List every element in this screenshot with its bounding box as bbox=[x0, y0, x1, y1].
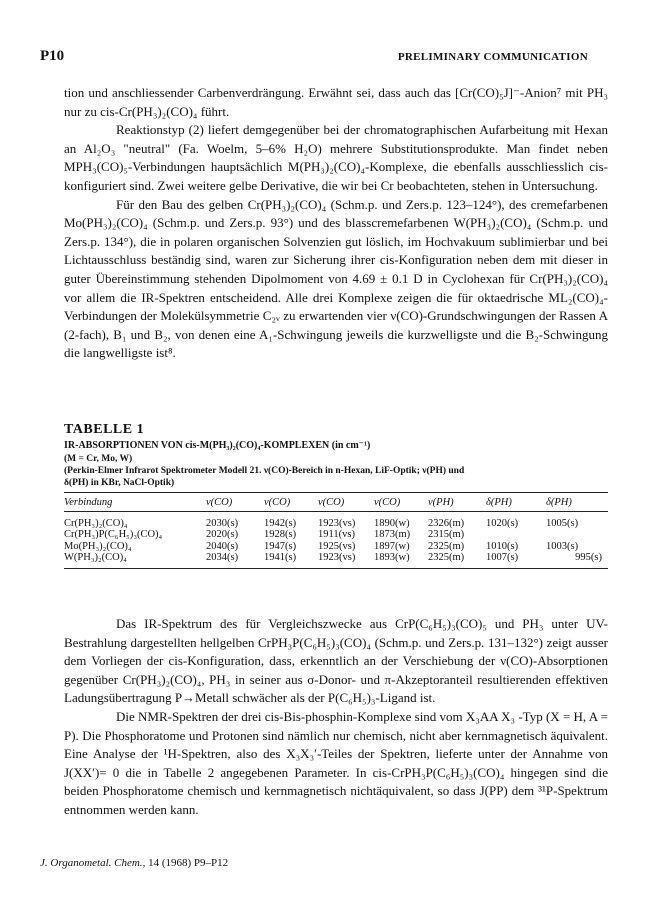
table-1 bbox=[64, 422, 608, 569]
table-caption-1: IR-ABSORPTIONEN VON cis-M(PH₃)₂(CO)₄-KOMPLEXEN (in cm⁻¹) bbox=[64, 440, 371, 451]
table-cell: Cr(PH₃)P(C₆H₅)₃(CO)₄ bbox=[64, 529, 163, 540]
table-cell: 2326(m) bbox=[428, 517, 465, 529]
table-cell: 2030(s) bbox=[206, 517, 239, 529]
journal-name: J. Organometal. Chem. bbox=[40, 857, 143, 869]
table-cell: 2325(m) bbox=[428, 540, 465, 552]
table-cell: 1923(vs) bbox=[318, 552, 356, 563]
table-cell: 2040(s) bbox=[206, 540, 239, 552]
table-cell: 2034(s) bbox=[206, 552, 239, 563]
col-header: ν(CO) bbox=[206, 496, 233, 508]
paragraph-2: Reaktionstyp (2) liefert demgegenüber bei der chromatographischen Aufarbeitung mit Hexan an Al₂O₃ "neutral" (Fa. Woelm, 5–6% H₂O) mehrere Substitutionsprodukte. Man findet neben MPH₃(CO)₅-Verbindungen hauptsächlich M(PH₃)₂(CO)₄-Komplexe, die ebenfalls ausschliesslich cis-konfiguriert sind. Zwei weitere gelbe Derivative, die wir bei Cr beobachteten, stehen in Untersuchung. bbox=[64, 122, 608, 193]
table-caption-2: (M = Cr, Mo, W) bbox=[64, 453, 133, 464]
table-cell bbox=[486, 529, 546, 541]
journal-volume: , 14 (1968) P9–P12 bbox=[142, 857, 229, 869]
table-cell: 1911(vs) bbox=[318, 529, 355, 540]
table-cell: Cr(PH₃)₂(CO)₄ bbox=[64, 517, 128, 529]
table-cell: 1005(s) bbox=[546, 517, 579, 529]
later-text bbox=[64, 615, 608, 820]
table-caption-3: (Perkin-Elmer Infrarot Spektrometer Modell 21. ν(CO)-Bereich in n-Hexan, LiF-Optik; ν(PH) und bbox=[64, 465, 465, 476]
table-row bbox=[64, 529, 608, 541]
page-header bbox=[40, 48, 588, 65]
paragraph-1: tion und anschliessender Carbenverdrängung. Erwähnt sei, dass auch das [Cr(CO)₅J]⁻-Anion⁷ mit PH₃ nur zu cis-Cr(PH₃)₂(CO)₄ führt. bbox=[64, 85, 608, 119]
table-cell: 1003(s) bbox=[546, 540, 579, 552]
table-cell: 1873(m) bbox=[374, 529, 411, 540]
table-cell: 1007(s) bbox=[486, 552, 519, 563]
table-row bbox=[64, 511, 608, 529]
col-header: ν(CO) bbox=[264, 496, 291, 508]
table-cell bbox=[546, 529, 608, 541]
table-caption-4: δ(PH) in KBr, NaCl-Optik) bbox=[64, 477, 175, 488]
table-row bbox=[64, 541, 608, 553]
table-cell: 1942(s) bbox=[264, 517, 297, 529]
col-header: ν(PH) bbox=[428, 496, 454, 508]
journal-citation bbox=[40, 857, 228, 869]
page-number: P10 bbox=[40, 48, 65, 64]
running-title: PRELIMINARY COMMUNICATION bbox=[397, 51, 588, 63]
table-cell: 1893(w) bbox=[374, 552, 410, 563]
table-cell: 2325(m) bbox=[428, 552, 465, 563]
table-cell: 1890(w) bbox=[374, 517, 410, 529]
col-header: δ(PH) bbox=[546, 496, 572, 508]
ir-table bbox=[64, 492, 608, 569]
table-cell: 1928(s) bbox=[264, 529, 297, 540]
table-header-row bbox=[64, 492, 608, 511]
paragraph-5: Die NMR-Spektren der drei cis-Bis-phosphin-Komplexe sind vom X₃AA X₃ -Typ (X = H, A = P). Die Phosphoratome und Protonen sind nämlich nur chemisch, nicht aber kernmagnetisch äquivalent. Eine Analyse der ¹H-Spektren, also des X₃X₃′-Teiles der Spektren, lieferte unter der Annahme von J(XX′)= 0 die in Tabelle 2 angegebenen Parameter. In cis-CrPH₃P(C₆H₅)₃(CO)₄ hingegen sind die beiden Phosphoratome chemisch und kernmagnetisch nichtäquivalent, so dass J(PP) dem ³¹P-Spektrum entnommen werden kann. bbox=[64, 708, 608, 817]
table-cell: 2020(s) bbox=[206, 529, 239, 540]
table-cell: 1020(s) bbox=[486, 517, 519, 529]
col-header: ν(CO) bbox=[374, 496, 401, 508]
table-cell: 1941(s) bbox=[264, 552, 297, 563]
table-cell: W(PH₃)₂(CO)₄ bbox=[64, 552, 127, 563]
table-cell: 2315(m) bbox=[428, 529, 465, 540]
table-cell: 1925(vs) bbox=[318, 540, 356, 552]
table-cell: 1010(s) bbox=[486, 540, 519, 552]
table-cell: 1923(vs) bbox=[318, 517, 356, 529]
col-header: ν(CO) bbox=[318, 496, 345, 508]
table-cell: 1897(w) bbox=[374, 540, 410, 552]
table-cell: 1947(s) bbox=[264, 540, 297, 552]
table-cell: Mo(PH₃)₂(CO)₄ bbox=[64, 540, 132, 552]
paragraph-3: Für den Bau des gelben Cr(PH₃)₂(CO)₄ (Schm.p. und Zers.p. 123–124°), des cremefarbenen Mo(PH₃)₂(CO)₄ (Schm.p. und Zers.p. 93°) und des blasscremefarbenen W(PH₃)₂(CO)₄ (Schm.p. und Zers.p. 134°), die in polaren organischen Solvenzien gut löslich, im Hochvakuum sublimierbar und bei Lichtausschluss beständig sind, waren zur Sicherung ihrer cis-Konfiguration neben dem mit dieser in guter Übereinstimmung stehenden Dipolmoment von 4.69 ± 0.1 D in Cyclohexan für Cr(PH₃)₂(CO)₄ vor allem die IR-Spektren entscheidend. Alle drei Komplexe zeigen die für oktaedrische ML₂(CO)₄-Verbindungen der Molekülsymmetrie C₂ᵥ zu erwartenden vier ν(CO)-Grundschwingungen der Rassen A (2-fach), B₁ und B₂, von denen eine A₁-Schwingung jeweils die kurzwelligste und die B₂-Schwingung die langwelligste ist⁸. bbox=[64, 196, 608, 361]
intro-text bbox=[64, 84, 608, 363]
table-title: TABELLE 1 bbox=[64, 422, 145, 437]
col-header: δ(PH) bbox=[486, 496, 512, 508]
table-row bbox=[64, 552, 608, 568]
paragraph-4: Das IR-Spektrum des für Vergleichszwecke aus CrP(C₆H₅)₃(CO)₅ und PH₃ unter UV-Bestrahlung dargestellten hellgelben CrPH₃P(C₆H₅)₃(CO)₄ (Schm.p. und Zers.p. 131–132°) zeigt ausser dem Vorliegen der cis-Konfiguration, dass, erkenntlich an der Verschiebung der ν(CO)-Absorptionen gegenüber Cr(PH₃)₂(CO)₄, PH₃ in seiner aus σ-Donor- und π-Akzeptoranteil resultierenden effektiven Ladungsübertragung P→Metall schwächer als der P(C₆H₅)₃-Ligand ist. bbox=[64, 616, 608, 706]
table-cell: 995(s) bbox=[575, 552, 602, 563]
col-header: Verbindung bbox=[64, 496, 113, 508]
